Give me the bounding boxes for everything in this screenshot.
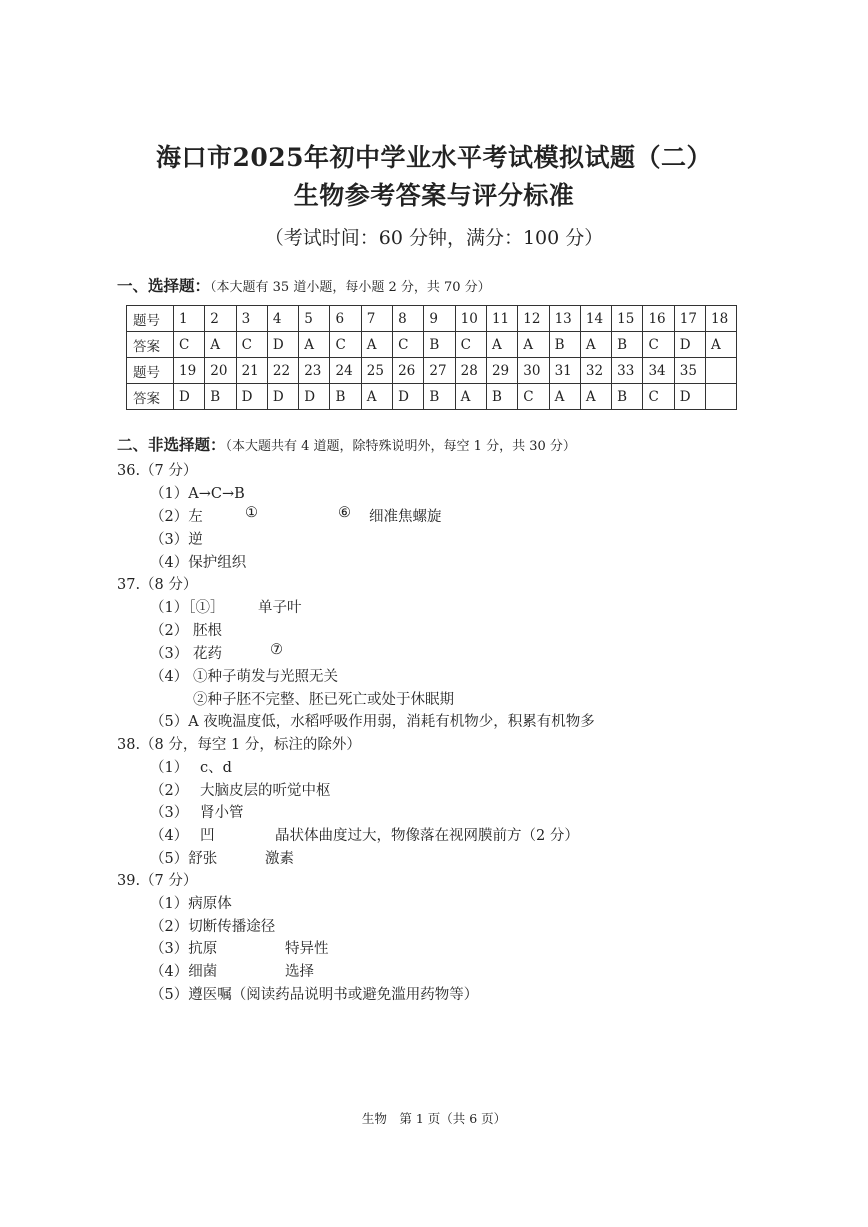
- q36-answer-3: （3）逆: [150, 532, 203, 548]
- page-footer: 生物 第 1 页（共 6 页）: [361, 1111, 507, 1126]
- q38-answer-1: （1）: [150, 760, 189, 776]
- q37-answer-2b: 胚根: [193, 623, 222, 639]
- table-cell: 5: [299, 306, 330, 332]
- table-cell: 26: [393, 358, 424, 384]
- table-cell: C: [518, 384, 549, 410]
- table-cell: A: [549, 384, 580, 410]
- table-cell: B: [424, 384, 455, 410]
- table-cell: 34: [643, 358, 674, 384]
- q39-answer-3b: 特异性: [285, 941, 329, 957]
- table-cell: D: [393, 384, 424, 410]
- table-cell: 35: [674, 358, 705, 384]
- page-subtitle: 生物参考答案与评分标准: [293, 181, 575, 210]
- q37-answer-4: （4）: [150, 669, 189, 685]
- table-cell: C: [643, 384, 674, 410]
- table-cell: 18: [706, 306, 737, 332]
- q39-answer-2: （2）切断传播途径: [150, 919, 276, 935]
- table-cell: 17: [674, 306, 705, 332]
- exam-info: （考试时间：60 分钟，满分：100 分）: [264, 227, 604, 249]
- table-cell: 12: [518, 306, 549, 332]
- q38-answer-3: （3）: [150, 805, 189, 821]
- table-cell: [706, 358, 737, 384]
- q38-answer-4: （4）: [150, 828, 189, 844]
- table-cell: 32: [580, 358, 611, 384]
- q39-answer-1: （1）病原体: [150, 896, 232, 912]
- table-cell: D: [674, 384, 705, 410]
- q37-answer-4b: ①种子萌发与光照无关: [193, 669, 338, 685]
- table-cell: 28: [455, 358, 486, 384]
- table-cell: D: [236, 384, 267, 410]
- table-row: [127, 384, 737, 410]
- table-cell: A: [299, 332, 330, 358]
- table-cell: 31: [549, 358, 580, 384]
- q36-answer-2c: ⑥: [338, 505, 351, 521]
- table-row: [127, 332, 737, 358]
- q39-answer-3: （3）抗原: [150, 941, 218, 957]
- q37-label: 37.（8 分）: [117, 577, 198, 593]
- table-cell: 20: [205, 358, 236, 384]
- table-cell: 19: [174, 358, 205, 384]
- table-cell: B: [549, 332, 580, 358]
- q38-answer-4c: 晶状体曲度过大，物像落在视网膜前方（2 分）: [275, 828, 579, 844]
- answer-table: [126, 305, 737, 410]
- q36-answer-2: （2）左: [150, 509, 203, 525]
- table-cell: 22: [267, 358, 298, 384]
- section2-heading: [117, 433, 576, 455]
- table-cell: A: [580, 384, 611, 410]
- q37-answer-3c: ⑦: [270, 642, 283, 658]
- table-cell: A: [706, 332, 737, 358]
- table-cell: 33: [612, 358, 643, 384]
- q39-answer-4b: 选择: [285, 964, 314, 980]
- q38-label: 38.（8 分，每空 1 分，标注的除外）: [117, 737, 361, 753]
- table-cell: 4: [267, 306, 298, 332]
- table-row: [127, 306, 737, 332]
- table-cell: B: [612, 384, 643, 410]
- table-cell: C: [330, 332, 361, 358]
- table-row: [127, 358, 737, 384]
- q36-label: 36.（7 分）: [117, 463, 198, 479]
- table-cell: 14: [580, 306, 611, 332]
- table-cell: 9: [424, 306, 455, 332]
- table-cell: 21: [236, 358, 267, 384]
- table-cell: D: [674, 332, 705, 358]
- table-cell: C: [455, 332, 486, 358]
- table-cell: 3: [236, 306, 267, 332]
- table-cell: A: [518, 332, 549, 358]
- table-cell: B: [486, 384, 517, 410]
- q38-answer-2: （2）: [150, 783, 189, 799]
- q38-answer-1b: c、d: [200, 760, 232, 776]
- q38-answer-3b: 肾小管: [200, 805, 244, 821]
- table-cell: B: [612, 332, 643, 358]
- table-cell: 8: [393, 306, 424, 332]
- table-cell: B: [330, 384, 361, 410]
- row-label: 题号: [127, 306, 174, 332]
- q37-answer-5: （5）A 夜晚温度低，水稻呼吸作用弱，消耗有机物少，积累有机物多: [150, 714, 595, 730]
- table-cell: A: [486, 332, 517, 358]
- table-cell: 6: [330, 306, 361, 332]
- table-cell: [706, 384, 737, 410]
- section1-heading: [117, 274, 491, 296]
- q38-answer-2b: 大脑皮层的听觉中枢: [200, 783, 331, 799]
- q39-answer-4: （4）细菌: [150, 964, 218, 980]
- q36-answer-2b: ①: [245, 505, 258, 521]
- section2-heading-label: 二、非选择题：: [117, 435, 226, 454]
- table-cell: 16: [643, 306, 674, 332]
- table-cell: A: [455, 384, 486, 410]
- row-label: 题号: [127, 358, 174, 384]
- table-cell: A: [205, 332, 236, 358]
- table-cell: A: [580, 332, 611, 358]
- table-cell: C: [393, 332, 424, 358]
- q36-answer-1: （1）A→C→B: [150, 486, 245, 502]
- table-cell: 10: [455, 306, 486, 332]
- q37-answer-1: （1）［①］: [150, 600, 225, 616]
- q38-answer-4b: 凹: [200, 828, 215, 844]
- table-cell: D: [267, 332, 298, 358]
- table-cell: 27: [424, 358, 455, 384]
- table-cell: B: [424, 332, 455, 358]
- row-label: 答案: [127, 332, 174, 358]
- table-cell: A: [361, 384, 392, 410]
- row-label: 答案: [127, 384, 174, 410]
- q36-answer-2d: 细准焦螺旋: [369, 509, 442, 525]
- table-cell: 2: [205, 306, 236, 332]
- q37-answer-2: （2）: [150, 623, 189, 639]
- table-cell: 24: [330, 358, 361, 384]
- page-title: 海口市2025年初中学业水平考试模拟试题（二）: [155, 143, 713, 172]
- table-cell: 11: [486, 306, 517, 332]
- table-cell: D: [299, 384, 330, 410]
- section2-note: （本大题共有 4 道题，除特殊说明外，每空 1 分，共 30 分）: [225, 439, 576, 454]
- table-cell: 13: [549, 306, 580, 332]
- q38-answer-5: （5）舒张: [150, 851, 218, 867]
- table-cell: B: [205, 384, 236, 410]
- table-cell: 15: [612, 306, 643, 332]
- q39-answer-5: （5）遵医嘱（阅读药品说明书或避免滥用药物等）: [150, 987, 479, 1003]
- table-cell: A: [361, 332, 392, 358]
- table-cell: C: [236, 332, 267, 358]
- q37-answer-1b: 单子叶: [258, 600, 302, 616]
- table-cell: 25: [361, 358, 392, 384]
- q37-answer-3b: 花药: [193, 646, 222, 662]
- table-cell: D: [174, 384, 205, 410]
- table-cell: 7: [361, 306, 392, 332]
- q37-answer-3: （3）: [150, 646, 189, 662]
- table-cell: C: [643, 332, 674, 358]
- table-cell: 30: [518, 358, 549, 384]
- q39-label: 39.（7 分）: [117, 873, 198, 889]
- table-cell: C: [174, 332, 205, 358]
- table-cell: 23: [299, 358, 330, 384]
- q37-answer-4c: ②种子胚不完整、胚已死亡或处于休眠期: [193, 692, 454, 708]
- table-cell: D: [267, 384, 298, 410]
- q36-answer-4: （4）保护组织: [150, 555, 247, 571]
- table-cell: 29: [486, 358, 517, 384]
- section1-heading-label: 一、选择题：: [117, 276, 211, 295]
- section1-note: （本大题有 35 道小题，每小题 2 分，共 70 分）: [210, 280, 491, 295]
- table-cell: 1: [174, 306, 205, 332]
- q38-answer-5b: 激素: [265, 851, 294, 867]
